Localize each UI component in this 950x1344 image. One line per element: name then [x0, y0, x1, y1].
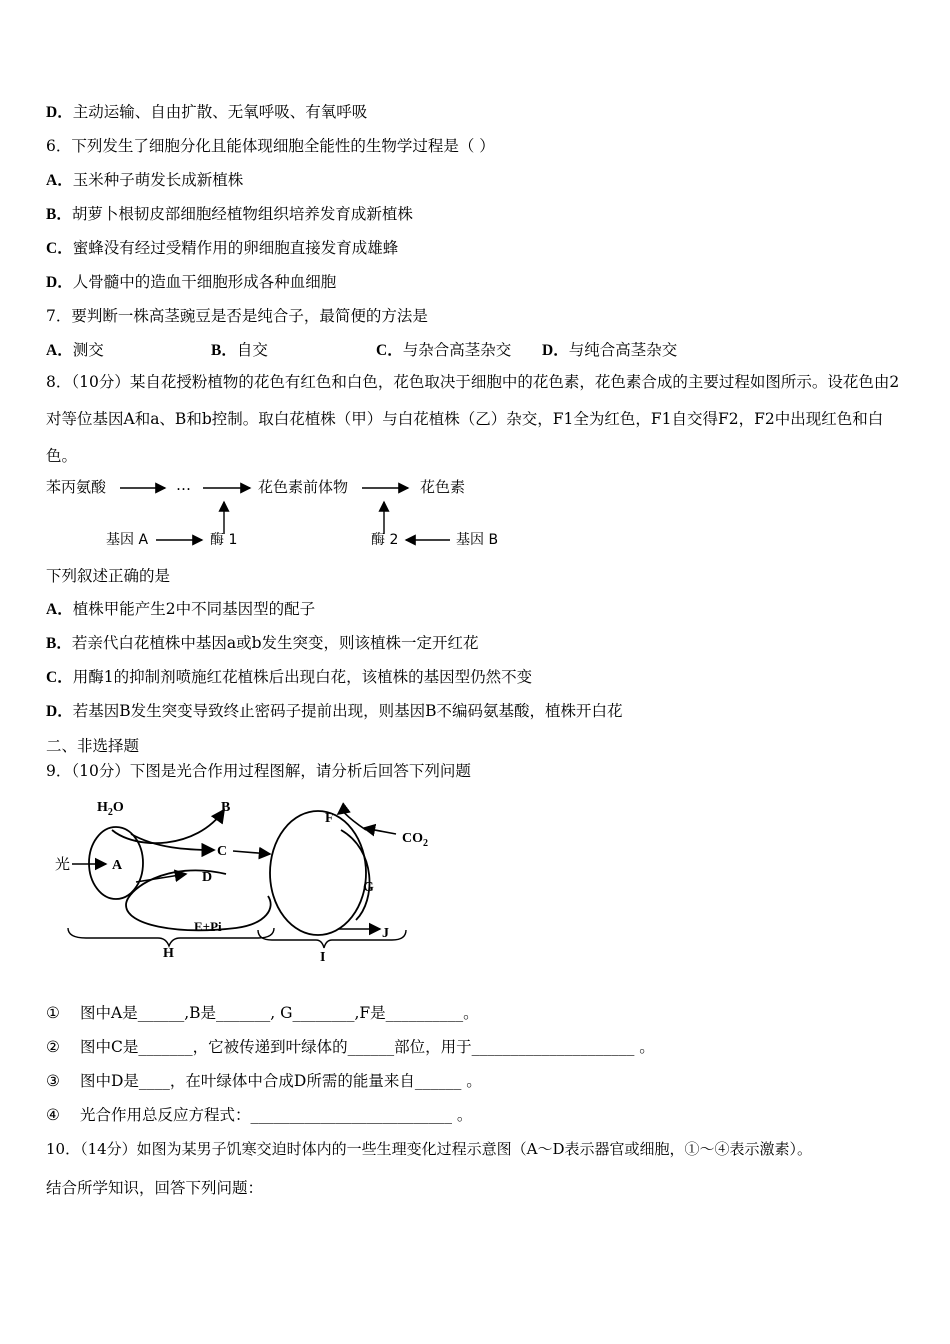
- option-text: 植株甲能产生2中不同基因型的配子: [72, 600, 316, 618]
- q7-option-d: [542, 340, 677, 361]
- option-label: D．: [542, 342, 569, 359]
- node-ellipsis: …: [176, 476, 191, 494]
- node-pigment: 花色素: [420, 478, 466, 496]
- option-text: 用酶1的抑制剂喷施红花植株后出现白花，该植株的基因型仍然不变: [72, 668, 533, 686]
- option-text: 与纯合高茎杂交: [568, 341, 678, 359]
- arrow: [338, 811, 366, 830]
- option-label: C．: [376, 342, 403, 359]
- q7-option-a: [46, 340, 211, 361]
- co2-label: $CO_2$: [402, 831, 428, 849]
- q8-option-c: [46, 667, 532, 688]
- q8-option-a: [46, 599, 315, 620]
- photosynthesis-diagram: [46, 790, 446, 970]
- item-text: 光合作用总反应方程式：__________________________ 。: [80, 1106, 473, 1124]
- enzyme-2-label: 酶 2: [371, 532, 399, 548]
- option-label: D．: [46, 104, 73, 121]
- a-label: A: [112, 858, 123, 873]
- option-text: 玉米种子萌发长成新植株: [72, 171, 244, 189]
- option-label: A．: [46, 342, 73, 359]
- f-label: F: [325, 811, 334, 826]
- option-text: 自交: [236, 341, 268, 359]
- node-phenylalanine: 苯丙氨酸: [46, 478, 107, 496]
- q6-stem: 6．下列发生了细胞分化且能体现细胞全能性的生物学过程是（ ）: [46, 137, 495, 155]
- q9-item-1: [46, 1003, 479, 1023]
- q6-option-c: [46, 238, 398, 259]
- option-text: 若基因B发生突变导致终止密码子提前出现，则基因B不编码氨基酸，植株开白花: [72, 702, 623, 720]
- d-label: D: [202, 870, 213, 885]
- g-label: G: [363, 880, 374, 895]
- q8-stem: 8．（10分）某自花授粉植物的花色有红色和白色，花色取决于细胞中的花色素，花色素合成的主要过程如图所示。设花色由2对等位基因A和a、B和b控制。取白花植株（甲）与白花植株（乙）杂交，F1全为红色，F1自交得F2，F2中出现红色和白色。: [46, 373, 900, 465]
- item-number: ②: [46, 1038, 60, 1056]
- ep-label: E+Pi: [194, 919, 222, 934]
- q7-option-b: [211, 340, 376, 361]
- q7-option-c: [376, 340, 542, 361]
- option-text: 与杂合高茎杂交: [402, 341, 512, 359]
- option-text: 若亲代白花植株中基因a或b发生突变，则该植株一定开红花: [71, 634, 479, 652]
- q6-option-b: [46, 204, 413, 225]
- option-text: 蜜蜂没有经过受精作用的卵细胞直接发育成雄蜂: [72, 239, 399, 257]
- brace-h: [68, 928, 274, 946]
- option-label: C．: [46, 669, 73, 686]
- q5-option-d: [46, 102, 367, 123]
- i-label: I: [320, 950, 326, 965]
- arrow: [233, 851, 270, 854]
- item-number: ④: [46, 1106, 60, 1124]
- option-text: 主动运输、自由扩散、无氧呼吸、有氧呼吸: [72, 103, 368, 121]
- option-label: B．: [46, 635, 72, 652]
- q9-stem: 9．（10分）下图是光合作用过程图解，请分析后回答下列问题: [46, 762, 471, 780]
- option-label: C．: [46, 240, 73, 257]
- option-label: D．: [46, 703, 73, 720]
- q10-line2: 结合所学知识，回答下列问题：: [46, 1179, 264, 1197]
- node-precursor: 花色素前体物: [258, 478, 349, 496]
- q6-option-a: [46, 170, 243, 191]
- q7-stem: 7．要判断一株高茎豌豆是否是纯合子，最简便的方法是: [46, 307, 428, 325]
- b-label: B: [221, 800, 231, 815]
- q7-options: [46, 340, 677, 361]
- option-label: B．: [211, 342, 237, 359]
- q8-prompt: 下列叙述正确的是: [46, 567, 171, 585]
- section-heading: 二、非选择题: [46, 737, 140, 755]
- q9-item-2: [46, 1037, 655, 1057]
- arrow: [112, 810, 224, 843]
- option-label: B．: [46, 206, 72, 223]
- q10-stem: 10．（14分）如图为某男子饥寒交迫时体内的一些生理变化过程示意图（A～D表示器官或细胞，①～④表示激素）。: [46, 1140, 813, 1158]
- h2o-label: $H_2O$: [97, 800, 124, 818]
- option-text: 人骨髓中的造血干细胞形成各种血细胞: [72, 273, 337, 291]
- option-label: A．: [46, 172, 73, 189]
- c-label: C: [217, 844, 228, 859]
- enzyme-1-label: 酶 1: [210, 532, 238, 548]
- option-text: 胡萝卜根韧皮部细胞经植物组织培养发育成新植株: [71, 205, 413, 223]
- q9-item-3: [46, 1071, 482, 1091]
- h-label: H: [163, 946, 174, 961]
- j-label: J: [382, 926, 389, 941]
- gene-a-label: 基因 A: [106, 532, 149, 548]
- q6-option-d: [46, 272, 336, 293]
- item-number: ①: [46, 1004, 60, 1022]
- option-text: 测交: [72, 341, 104, 359]
- option-label: D．: [46, 274, 73, 291]
- item-text: 图中D是____，在叶绿体中合成D所需的能量来自______ 。: [80, 1072, 482, 1090]
- item-text: 图中A是______,B是_______, G________,F是__________。: [80, 1004, 479, 1022]
- arrow: [364, 828, 396, 834]
- q8-option-b: [46, 633, 479, 654]
- option-label: A．: [46, 601, 73, 618]
- calvin-cycle: [270, 811, 366, 935]
- pigment-pathway-diagram: [40, 472, 520, 556]
- item-number: ③: [46, 1072, 60, 1090]
- light-label: 光: [55, 855, 71, 873]
- item-text: 图中C是_______，它被传递到叶绿体的______部位，用于_____________________ 。: [80, 1038, 655, 1056]
- gene-b-label: 基因 B: [456, 532, 499, 548]
- q9-item-4: [46, 1105, 472, 1125]
- q8-option-d: [46, 701, 623, 722]
